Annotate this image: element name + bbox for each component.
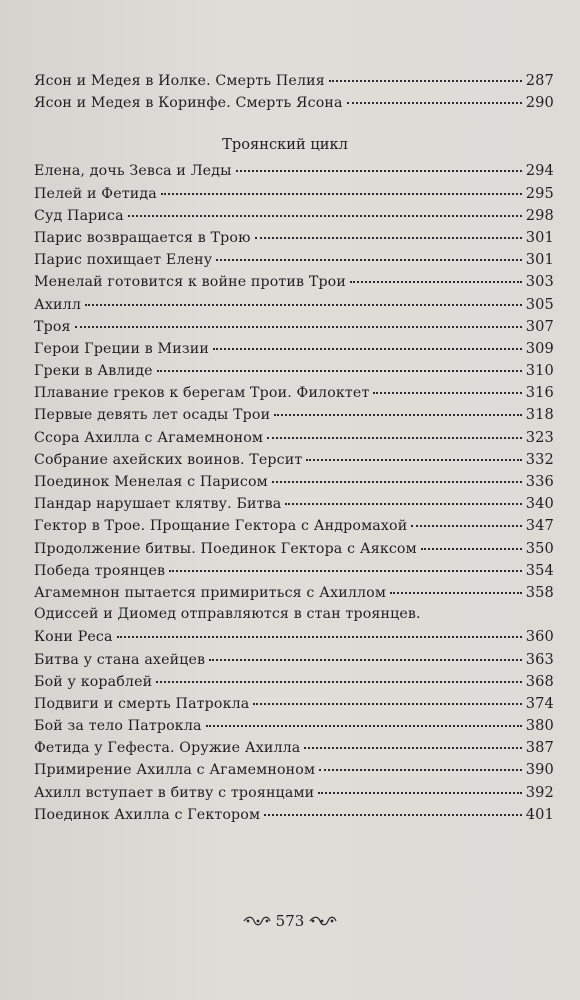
toc-entry-page: 332 <box>525 450 554 468</box>
toc-entry <box>34 761 554 783</box>
dot-leader <box>216 259 521 261</box>
toc-entry-title: Собрание ахейских воинов. Терсит <box>34 451 303 468</box>
toc-entry <box>34 695 554 717</box>
toc-entry <box>34 72 554 94</box>
toc-entry-page: 390 <box>525 761 554 779</box>
toc-entry-title: Ссора Ахилла с Агамемноном <box>34 429 264 446</box>
toc-entry-title: Герои Греции в Мизии <box>34 340 209 357</box>
toc-entry <box>34 651 554 673</box>
toc-entry-title: Поединок Менелая с Парисом <box>34 474 268 490</box>
toc-entry-wrapped-line2 <box>34 628 554 650</box>
toc-entry-page: 287 <box>525 72 554 89</box>
toc-entry-title: Одиссей и Диомед отправляются в стан троянцев. <box>34 606 421 623</box>
toc-entry-title: Примирение Ахилла с Агамемноном <box>34 762 316 779</box>
dot-leader <box>304 747 521 749</box>
toc-entry-page: 301 <box>525 251 554 269</box>
toc-entry-title: Ясон и Медея в Коринфе. Смерть Ясона <box>34 95 343 112</box>
toc-entry-page: 350 <box>525 539 554 557</box>
toc-entry-page: 392 <box>525 783 554 801</box>
toc-entry-page: 387 <box>525 739 554 757</box>
toc-entry-title: Поединок Ахилла с Гектором <box>34 806 261 823</box>
dot-leader <box>318 792 521 794</box>
toc-entry-page: 309 <box>525 339 554 357</box>
toc-entry-page: 294 <box>525 162 554 180</box>
page-footer <box>0 912 580 930</box>
toc-entry-title: Пелей и Фетида <box>34 185 157 202</box>
section-title: Троянский цикл <box>222 136 348 154</box>
toc-entry-title: Подвиги и смерть Патрокла <box>34 695 250 712</box>
toc-entry-title: Греки в Авлиде <box>34 363 153 380</box>
dot-leader <box>421 548 522 550</box>
dot-leader <box>272 481 522 483</box>
toc-entry <box>34 406 554 428</box>
toc-entry-page: 303 <box>525 273 554 291</box>
dot-leader <box>206 725 522 727</box>
toc-top-entries <box>34 72 554 116</box>
dot-leader <box>156 681 521 683</box>
toc-entry-title: Гектор в Трое. Прощание Гектора с Андромахой <box>34 518 408 535</box>
dot-leader <box>255 237 522 239</box>
toc-entry <box>34 784 554 806</box>
toc-entry-title: Агамемнон пытается примириться с Ахиллом <box>34 584 387 601</box>
dot-leader <box>213 348 522 350</box>
toc-section-entries <box>34 162 554 606</box>
toc-entry-wrapped-line1 <box>34 606 554 628</box>
dot-leader <box>169 570 521 572</box>
toc-entry-title: Бой за тело Патрокла <box>34 718 202 735</box>
toc-entry-page: 307 <box>525 317 554 335</box>
toc-entry <box>34 273 554 295</box>
toc-entry <box>34 473 554 495</box>
toc-entry-title: Парис похищает Елену <box>34 252 213 269</box>
toc-entry-page: 310 <box>525 362 554 380</box>
toc-entry-title: Первые девять лет осады Трои <box>34 407 271 424</box>
toc-entry-page: 360 <box>525 628 554 646</box>
dot-leader <box>209 659 521 661</box>
toc-entry <box>34 806 554 828</box>
dot-leader <box>264 814 522 816</box>
toc-entry-page: 298 <box>525 206 554 224</box>
toc-section-entries-continued <box>34 651 554 829</box>
toc-entry <box>34 362 554 384</box>
dot-leader <box>75 326 522 328</box>
dot-leader <box>319 769 522 771</box>
toc-entry <box>34 384 554 406</box>
toc-entry-page: 318 <box>525 406 554 424</box>
toc-entry <box>34 495 554 517</box>
toc-entry-page: 354 <box>525 561 554 579</box>
toc-entry <box>34 318 554 340</box>
dot-leader <box>390 592 522 594</box>
toc-entry <box>34 296 554 318</box>
toc-entry-title: Парис возвращается в Трою <box>34 229 251 246</box>
toc-entry-title: Кони Реса <box>34 629 113 646</box>
toc-entry-title: Ясон и Медея в Иолке. Смерть Пелия <box>34 73 325 89</box>
toc-entry-page: 301 <box>525 228 554 246</box>
toc-entry-page: 374 <box>525 694 554 712</box>
toc-entry-title: Суд Париса <box>34 207 124 224</box>
dot-leader <box>85 304 522 306</box>
dot-leader <box>274 414 522 416</box>
toc-entry <box>34 739 554 761</box>
toc-entry-page: 401 <box>525 805 554 823</box>
dot-leader <box>347 102 522 104</box>
toc-entry-title: Плавание греков к берегам Трои. Филоктет <box>34 385 370 402</box>
toc-entry <box>34 584 554 606</box>
toc-entry-title: Елена, дочь Зевса и Леды <box>34 163 232 180</box>
dot-leader <box>306 459 521 461</box>
dot-leader <box>157 370 522 372</box>
dot-leader <box>350 281 522 283</box>
toc-entry-page: 363 <box>525 650 554 668</box>
toc-entry <box>34 540 554 562</box>
page-number: 573 <box>275 912 305 930</box>
toc-entry-title: Продолжение битвы. Поединок Гектора с Аяксом <box>34 540 417 557</box>
scroll-ornament-icon <box>308 915 338 927</box>
dot-leader <box>267 437 522 439</box>
dot-leader <box>329 80 522 82</box>
toc-entry-title: Ахилл вступает в битву с троянцами <box>34 784 315 801</box>
toc-entry-page: 290 <box>525 94 554 112</box>
toc-entry <box>34 207 554 229</box>
spacer <box>34 116 554 130</box>
toc-entry <box>34 162 554 184</box>
table-of-contents <box>34 72 554 828</box>
toc-entry-page: 305 <box>525 295 554 313</box>
toc-entry-title: Фетида у Гефеста. Оружие Ахилла <box>34 740 301 757</box>
toc-entry-page: 316 <box>525 384 554 402</box>
toc-entry <box>34 340 554 362</box>
toc-entry <box>34 229 554 251</box>
toc-entry-title: Менелай готовится к войне против Трои <box>34 274 346 291</box>
toc-entry <box>34 717 554 739</box>
dot-leader <box>373 392 521 394</box>
toc-entry <box>34 251 554 273</box>
toc-entry <box>34 517 554 539</box>
toc-entry-title: Ахилл <box>34 296 81 313</box>
dot-leader <box>117 636 522 638</box>
toc-entry <box>34 673 554 695</box>
toc-entry <box>34 185 554 207</box>
toc-entry-page: 368 <box>525 672 554 690</box>
toc-entry-page: 295 <box>525 184 554 202</box>
dot-leader <box>411 525 521 527</box>
toc-entry <box>34 562 554 584</box>
toc-entry-page: 358 <box>525 583 554 601</box>
toc-entry-page: 347 <box>525 517 554 535</box>
scroll-ornament-icon <box>242 915 272 927</box>
dot-leader <box>253 703 521 705</box>
toc-entry-page: 340 <box>525 495 554 513</box>
toc-entry-title: Битва у стана ахейцев <box>34 651 206 668</box>
dot-leader <box>236 170 522 172</box>
toc-entry <box>34 94 554 116</box>
toc-entry-page: 380 <box>525 717 554 735</box>
toc-entry <box>34 451 554 473</box>
toc-entry-title: Бой у кораблей <box>34 673 153 690</box>
dot-leader <box>285 503 521 505</box>
dot-leader <box>128 215 522 217</box>
toc-entry-page: 323 <box>525 428 554 446</box>
toc-entry-title: Пандар нарушает клятву. Битва <box>34 496 282 513</box>
toc-entry-page: 336 <box>525 473 554 490</box>
toc-entry <box>34 429 554 451</box>
toc-entry-title: Троя <box>34 318 71 335</box>
toc-entry-title: Победа троянцев <box>34 562 166 579</box>
dot-leader <box>161 193 522 195</box>
